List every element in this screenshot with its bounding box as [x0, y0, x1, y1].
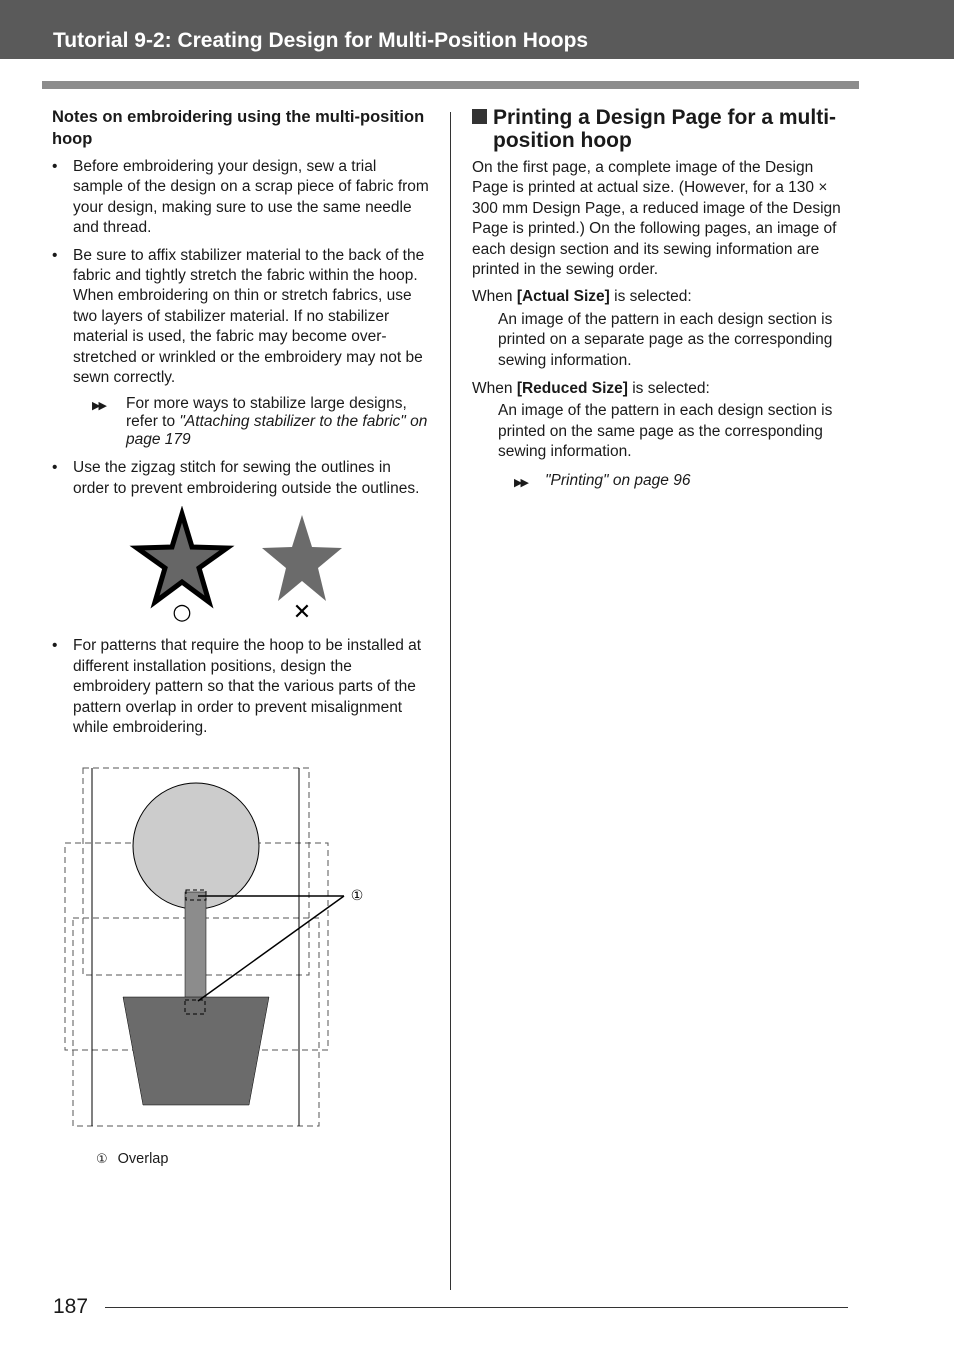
right-column — [472, 106, 850, 491]
tree-pot — [123, 997, 269, 1105]
stars-illustration — [52, 506, 430, 624]
filled-star-icon — [262, 515, 342, 601]
reference-link[interactable]: "Attaching stabilizer to the fabric" on page 179 — [126, 413, 428, 449]
page-title: Tutorial 9-2: Creating Design for Multi-Position Hoops — [53, 29, 589, 52]
left-column — [52, 106, 430, 1168]
section-heading-text: Printing a Design Page for a multi-position hoop — [493, 106, 837, 152]
selected-text: is selected: — [627, 380, 710, 398]
double-arrow-icon: ▶▶ — [92, 400, 105, 413]
intro-paragraph: On the first page, a complete image of the Design Page is printed at actual size. (However, for a 130 × 300 mm Design Page, a reduced image of the Design Page is printed.) On the following pages, an image of each design section and its sewing information are printed in the sewing order. — [472, 159, 841, 279]
footer-rule — [105, 1307, 848, 1308]
printing-reference-link[interactable]: "Printing" on page 96 — [545, 471, 691, 489]
notes-list — [52, 458, 430, 499]
bad-mark: ✕ — [292, 600, 312, 625]
reduced-size-description: An image of the pattern in each design section is printed on the same page as the corresponding sewing information. — [498, 402, 833, 461]
when-text: When — [472, 380, 517, 398]
tree-trunk — [185, 892, 206, 1002]
overlap-diagram — [52, 752, 430, 1142]
reference-text: For more ways to stabilize large designs, refer to — [126, 395, 407, 431]
caption-label: Overlap — [117, 1151, 169, 1168]
outlined-star-icon — [137, 514, 227, 602]
callout-number: ① — [350, 888, 364, 905]
list-item: • Be sure to affix stabilizer material to the back of the fabric and tightly stretch the fabric within the hoop. When embroidering on thin or stretch fabrics, use two layers of stabilizer material. If no stabilizer material is used, the fabric may become over-stretched or wrinkled or the embroidery may not be sewn correctly. — [52, 246, 430, 389]
header-rule — [42, 81, 859, 89]
when-text: When — [472, 288, 517, 306]
notes-list — [52, 636, 430, 738]
selected-text: is selected: — [609, 288, 692, 306]
actual-size-description: An image of the pattern in each design section is printed on a separate page as the corresponding sewing information. — [498, 310, 833, 369]
double-arrow-icon: ▶▶ — [514, 476, 527, 489]
actual-size-line — [472, 287, 850, 307]
list-item: • For patterns that require the hoop to be installed at different installation positions, design the embroidery pattern so that the various parts of the pattern overlap in order to prevent misalignment while embroidering. — [52, 636, 430, 738]
printing-reference — [514, 471, 850, 491]
actual-size-option: [Actual Size] — [516, 288, 610, 306]
page-number: 187 — [53, 1295, 89, 1318]
reduced-size-line — [472, 379, 850, 399]
section-heading — [472, 106, 850, 152]
notes-list — [52, 157, 430, 388]
notes-title: Notes on embroidering using the multi-position hoop — [52, 108, 425, 148]
good-mark: ○ — [172, 600, 192, 625]
stabilizer-reference — [92, 395, 430, 449]
list-item: • Use the zigzag stitch for sewing the outlines in order to prevent embroidering outside the outlines. — [52, 458, 430, 499]
list-item: • Before embroidering your design, sew a trial sample of the design on a scrap piece of fabric from your design, making sure to use the same needle and thread. — [52, 157, 430, 239]
diagram-caption — [96, 1150, 430, 1168]
header-bar — [0, 0, 954, 59]
callout-line-bottom — [198, 896, 344, 1001]
square-bullet-icon — [472, 109, 487, 124]
column-divider — [450, 112, 451, 1290]
reduced-size-option: [Reduced Size] — [516, 380, 628, 398]
caption-number: ① — [96, 1151, 108, 1167]
